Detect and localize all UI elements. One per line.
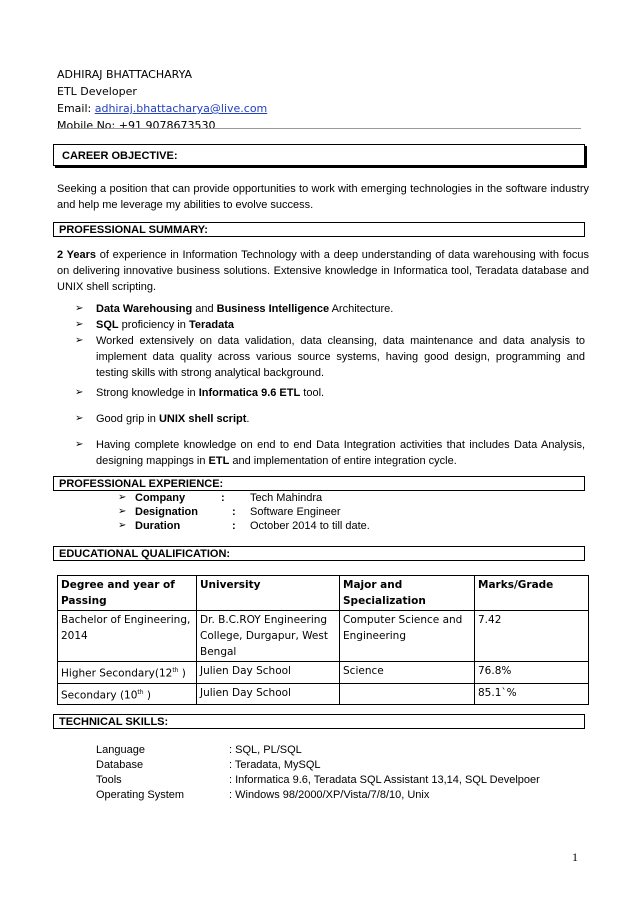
job-title: ETL Developer (57, 85, 137, 98)
text: Strong knowledge in (96, 387, 199, 399)
arrow-bullet-icon: ➢ (118, 506, 127, 517)
skill-values: : SQL, PL/SQL (229, 744, 302, 756)
arrow-bullet-icon: ➢ (75, 387, 84, 398)
table-cell: 76.8% (475, 662, 589, 684)
table-cell (58, 662, 197, 684)
list-item (75, 301, 585, 317)
arrow-bullet-icon: ➢ (75, 335, 84, 346)
text: tool. (300, 387, 325, 399)
text: and (192, 303, 217, 315)
skill-values: : Windows 98/2000/XP/Vista/7/8/10, Unix (229, 789, 430, 801)
arrow-bullet-icon: ➢ (118, 492, 127, 503)
arrow-bullet-icon: ➢ (75, 303, 84, 314)
skill-category: Operating System (96, 789, 185, 801)
text: Having complete knowledge on end to end Data Integration activities that includes Data Analysis, designing mappings in (96, 439, 585, 467)
experience-key: Company (135, 492, 186, 504)
experience-value: October 2014 to till date. (250, 520, 370, 532)
email-link[interactable]: adhiraj.bhattacharya@live.com (94, 102, 268, 115)
column-header: Major and Specialization (340, 576, 475, 611)
table-row (58, 683, 589, 705)
text: ) (178, 667, 186, 680)
table-row (58, 662, 589, 684)
table-cell: Julien Day School (197, 683, 340, 705)
page-number: 1 (572, 850, 578, 864)
education-table (57, 575, 589, 705)
bold-term: Informatica 9.6 ETL (198, 387, 301, 399)
text: Higher Secondary(12 (61, 667, 173, 680)
list-item (75, 411, 585, 427)
table-header-row (58, 576, 589, 611)
summary-years: 2 Years (57, 249, 97, 261)
table-cell: Bachelor of Engineering, 2014 (58, 611, 197, 662)
table-cell: Computer Science and Engineering (340, 611, 475, 662)
table-cell: Science (340, 662, 475, 684)
bold-term: SQL (96, 319, 119, 331)
column-header: Marks/Grade (475, 576, 589, 611)
professional-experience-heading: PROFESSIONAL EXPERIENCE: (53, 476, 585, 491)
arrow-bullet-icon: ➢ (75, 413, 84, 424)
table-row (58, 611, 589, 662)
arrow-bullet-icon: ➢ (118, 520, 127, 531)
text: and implementation of entire integration cycle. (229, 455, 457, 467)
mobile-line: Mobile No: +91 9078673530 (57, 119, 216, 132)
professional-summary-heading: PROFESSIONAL SUMMARY: (53, 222, 585, 237)
list-item (75, 317, 585, 333)
superscript: th (172, 667, 179, 674)
column-header: Degree and year of Passing (58, 576, 197, 611)
arrow-bullet-icon: ➢ (75, 319, 84, 330)
bold-term: Business Intelligence (216, 303, 330, 315)
table-cell: 85.1`% (475, 683, 589, 705)
list-item (75, 437, 585, 469)
experience-value: Software Engineer (250, 506, 341, 518)
text: . (246, 413, 250, 425)
contact-header (57, 66, 581, 134)
email-label: Email: (57, 102, 95, 115)
arrow-bullet-icon: ➢ (75, 439, 84, 450)
skill-category: Database (96, 759, 144, 771)
career-objective-text: Seeking a position that can provide opportunities to work with emerging technologies in the software industry and help me leverage my abilities to evolve success. (57, 183, 589, 211)
email-line (57, 100, 581, 117)
bold-term: UNIX shell script (158, 413, 247, 425)
table-cell: 7.42 (475, 611, 589, 662)
summary-intro-text: of experience in Information Technology with a deep understanding of data warehousing with focus on delivering innovative business solutions. Extensive knowledge in Informatica tool, Teradata database and UNIX shell scripting. (57, 249, 590, 293)
career-objective-heading: CAREER OBJECTIVE: (53, 144, 585, 166)
table-cell (340, 683, 475, 705)
list-item (75, 385, 585, 401)
text: Architecture. (329, 303, 394, 315)
text: ) (143, 689, 151, 701)
bold-term: ETL (208, 455, 230, 467)
education-heading: EDUCATIONAL QUALIFICATION: (53, 546, 585, 561)
experience-colon: : (232, 506, 236, 518)
bold-term: Data Warehousing (96, 303, 193, 315)
experience-value: Tech Mahindra (250, 492, 323, 504)
skill-category: Language (96, 744, 145, 756)
table-cell (58, 683, 197, 705)
experience-colon: : (221, 492, 225, 504)
technical-skills-heading: TECHNICAL SKILLS: (53, 714, 585, 729)
bold-term: Teradata (188, 319, 234, 331)
experience-key: Duration (135, 520, 181, 532)
column-header: University (197, 576, 340, 611)
experience-colon: : (232, 520, 236, 532)
skill-values: : Teradata, MySQL (229, 759, 321, 771)
table-cell: Dr. B.C.ROY Engineering College, Durgapur, West Bengal (197, 611, 340, 662)
skill-values: : Informatica 9.6, Teradata SQL Assistant 13,14, SQL Develpoer (229, 774, 540, 786)
text: Worked extensively on data validation, data cleansing, data maintenance and data analysis to implement data quality across various source systems, having good design, programming and testing skills with strong analytical background. (96, 335, 585, 379)
candidate-name: ADHIRAJ BHATTACHARYA (57, 68, 192, 81)
list-item (75, 333, 585, 381)
text: Secondary (10 (61, 689, 138, 701)
summary-intro (57, 247, 589, 295)
superscript: th (137, 688, 144, 696)
header-divider (57, 128, 581, 129)
experience-key: Designation (135, 506, 198, 518)
skill-category: Tools (96, 774, 122, 786)
table-cell: Julien Day School (197, 662, 340, 684)
text: proficiency in (118, 319, 189, 331)
text: Good grip in (96, 413, 159, 425)
